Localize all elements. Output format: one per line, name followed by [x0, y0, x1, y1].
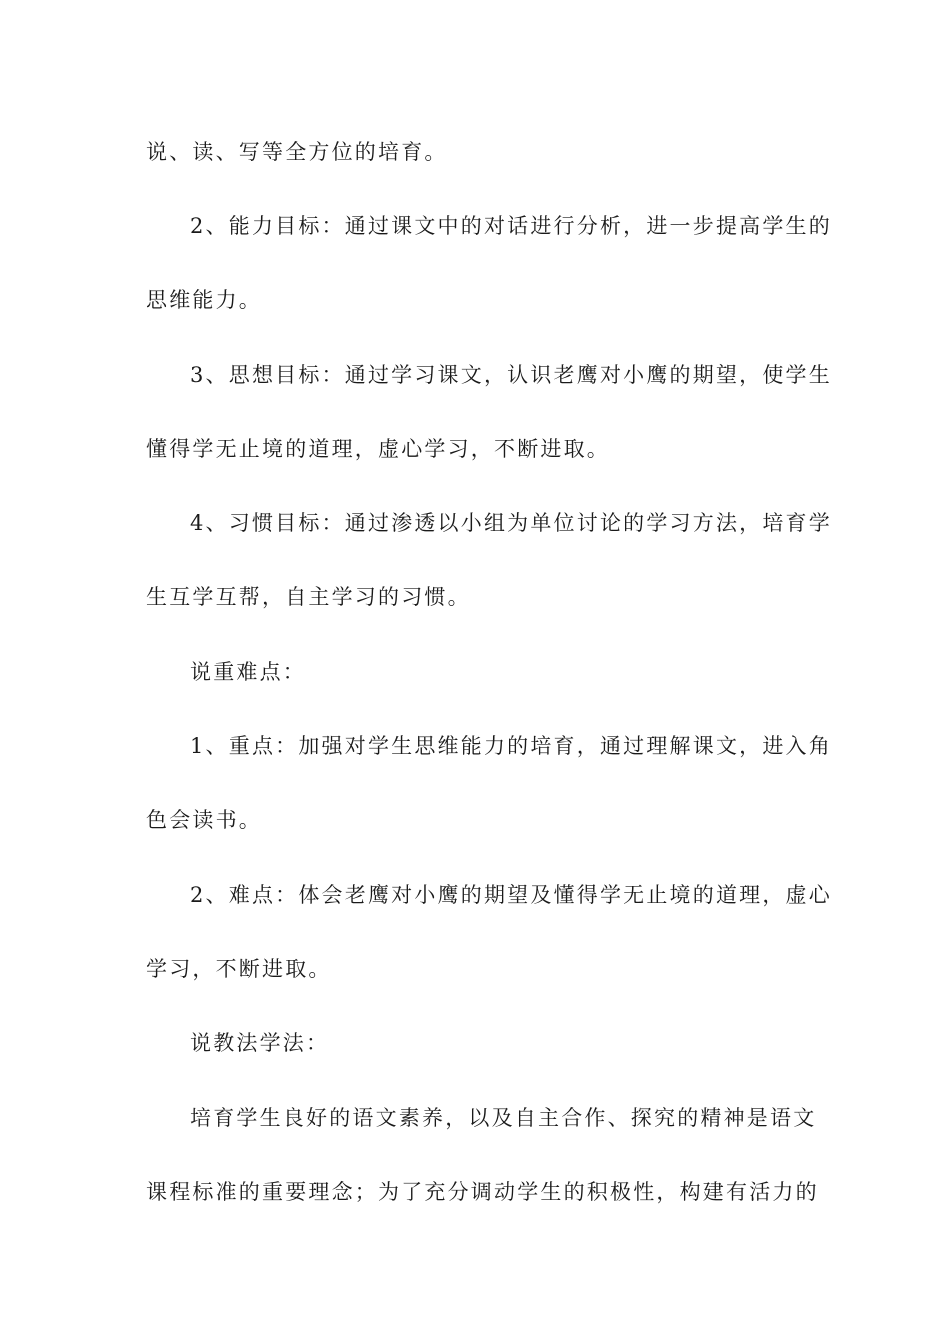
text-line: 4、习惯目标：通过渗透以小组为单位讨论的学习方法，培育学 — [190, 511, 832, 535]
text-line: 生互学互帮，自主学习的习惯。 — [146, 585, 471, 609]
text-line: 思维能力。 — [146, 288, 262, 312]
text-line: 说、读、写等全方位的培育。 — [146, 140, 448, 164]
section-heading: 说教法学法： — [190, 1031, 330, 1055]
text-line: 培育学生良好的语文素养，以及自主合作、探究的精神是语文 — [190, 1106, 817, 1130]
text-line: 课程标准的重要理念；为了充分调动学生的积极性，构建有活力的 — [146, 1180, 819, 1204]
text-line: 1、重点：加强对学生思维能力的培育，通过理解课文，进入角 — [190, 734, 832, 758]
text-line: 色会读书。 — [146, 808, 262, 832]
section-heading: 说重难点： — [190, 660, 306, 684]
text-line: 3、思想目标：通过学习课文，认识老鹰对小鹰的期望，使学生 — [190, 363, 832, 387]
text-line: 学习，不断进取。 — [146, 957, 332, 981]
text-line: 2、能力目标：通过课文中的对话进行分析，进一步提高学生的 — [190, 214, 832, 238]
text-line: 2、难点：体会老鹰对小鹰的期望及懂得学无止境的道理，虚心 — [190, 883, 832, 907]
text-line: 懂得学无止境的道理，虚心学习，不断进取。 — [146, 437, 610, 461]
